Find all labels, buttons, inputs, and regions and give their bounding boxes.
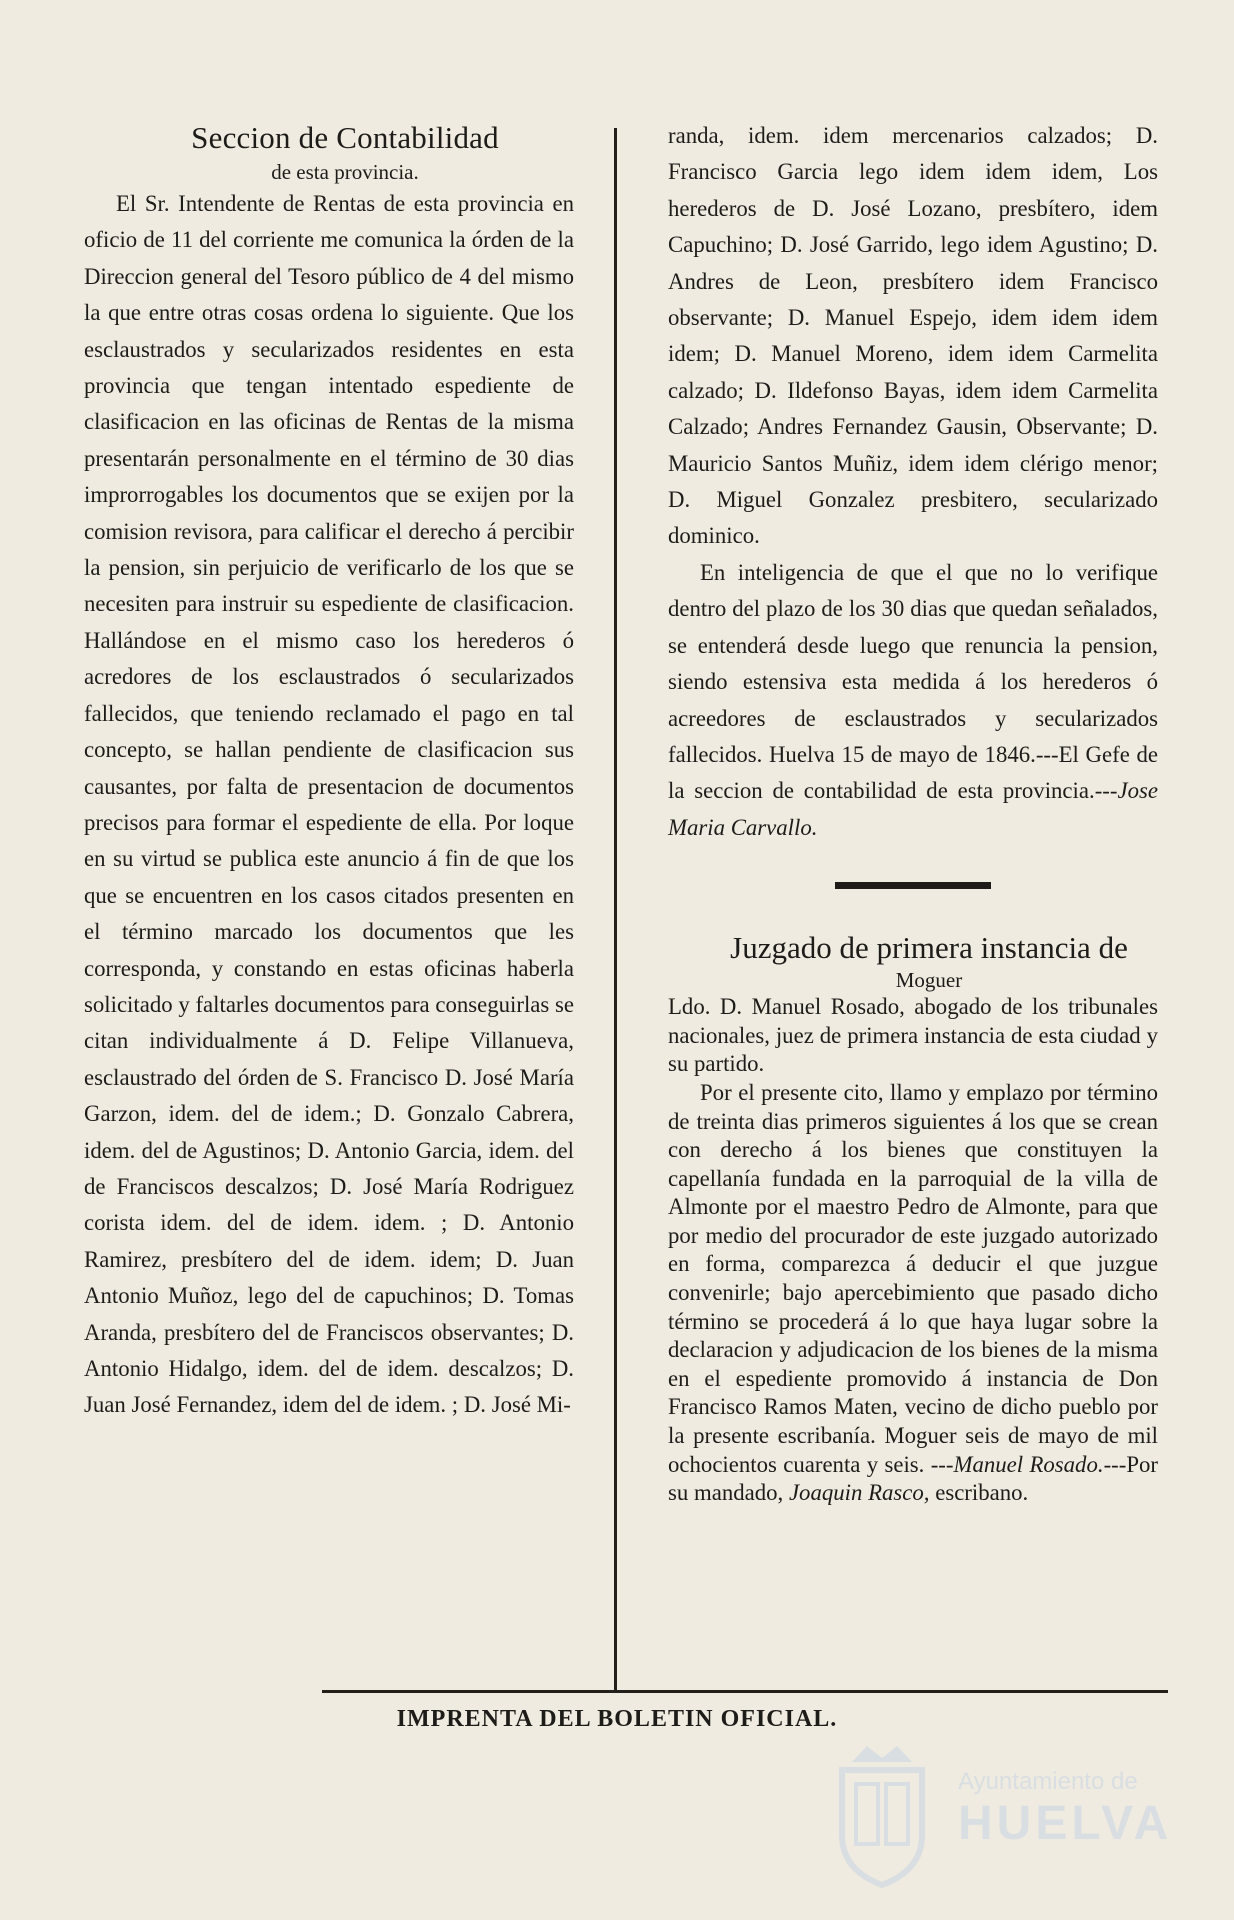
court-title: Juzgado de primera instancia de bbox=[730, 930, 1128, 966]
archive-watermark bbox=[822, 1740, 1173, 1900]
judge-signature: ---Manuel Rosado. bbox=[930, 1451, 1104, 1477]
printer-imprint: IMPRENTA DEL BOLETIN OFICIAL. bbox=[396, 1706, 838, 1732]
court-subtitle: Moguer bbox=[895, 968, 963, 993]
court-notice bbox=[668, 993, 1158, 1508]
signature: Jose Maria Carvallo. bbox=[668, 778, 1158, 840]
watermark-line2: HUELVA bbox=[958, 1797, 1173, 1850]
clerk-title: escribano. bbox=[935, 1480, 1029, 1506]
court-intro: Ldo. D. Manuel Rosado, abogado de los tribunales nacionales, juez de primera instancia de esta ciudad y su partido. bbox=[668, 994, 1158, 1077]
right-column bbox=[668, 118, 1158, 1508]
accounting-notice-paragraph: El Sr. Intendente de Rentas de esta provincia en oficio de 11 del corriente me comunica la órden de la Direccion general del Tesoro público de 4 del mismo la que entre otras cosas ordena lo siguiente. Que los esclaustrados y secularizados residentes en esta provincia que tengan intentado espediente de clasificacion en las oficinas de Rentas de la misma presentarán personalmente en el término de 30 dias improrrogables los documentos que se exijen por la comision revisora, para calificar el derecho á percibir la pension, sin perjuicio de verificarlo de los que se necesiten para instruir su espediente de clasificacion. Hallándose en el mismo caso los herederos ó acredores de los esclaustrados ó secularizados fallecidos, que teniendo reclamado el pago en tal concepto, se hallan pendiente de clasificacion sus causantes, por falta de presentacion de documentos precisos para formar el espediente de ella. Por loque en su virtud se publica este anuncio á fin de que los que se encuentren en los casos citados presenten en el término marcado los documentos que les corresponda, y constando en estas oficinas haberla solicitado y faltarles documentos para conseguirlas se citan individualmente á D. Felipe Villanueva, esclaustrado del órden de S. Francisco D. José María Garzon, idem. del de idem.; D. Gonzalo Cabrera, idem. del de Agustinos; D. Antonio Garcia, idem. del de Franciscos descalzos; D. José María Rodriguez corista idem. del de idem. idem. ; D. Antonio Ramirez, presbítero del de idem. idem; D. Juan Antonio Muñoz, lego del de capuchinos; D. Tomas Aranda, presbítero del de Franciscos observantes; D. Antonio Hidalgo, idem. del de idem. descalzos; D. Juan José Fernandez, idem del de idem. ; D. José Mi- bbox=[84, 191, 574, 1418]
section-separator bbox=[835, 882, 991, 889]
coat-of-arms-icon bbox=[822, 1740, 942, 1890]
section-title: Seccion de Contabilidad bbox=[191, 120, 499, 155]
clerk-signature: Joaquin Rasco, bbox=[788, 1480, 930, 1506]
court-body-text: Por el presente cito, llamo y emplazo por término de treinta dias primeros siguientes á los que se crean con derecho á los bienes que constituyen la capellanía fundada en la parroquial de la villa de Almonte por el maestro Pedro de Almonte, para que por medio del procurador de este juzgado autorizado en forma, comparezca á deducir el que juzgue convenirle; bajo apercebimiento que pasado dicho término se procederá á lo que haya lugar sobre la declaracion y adjudicacion de los bienes de la misma en el espediente promovido á instancia de Don Francisco Ramos Maten, vecino de dicho pueblo por la presente escribanía. Moguer seis de mayo de mil ochocientos cuarenta y seis. bbox=[668, 1079, 1158, 1477]
deadline-paragraph bbox=[668, 555, 1158, 846]
court-body bbox=[668, 1079, 1158, 1508]
deadline-text: En inteligencia de que el que no lo verifique dentro del plazo de los 30 dias que quedan señalados, se entenderá desde luego que renuncia la pension, siendo estensiva esta medida á los herederos ó acreedores de esclaustrados y secularizados fallecidos. Huelva 15 de mayo de 1846.---El Gefe de la seccion de contabilidad de esta provincia.--- bbox=[668, 559, 1158, 804]
watermark-line1: Ayuntamiento de bbox=[958, 1768, 1138, 1795]
footer-rule bbox=[322, 1690, 1168, 1693]
column-divider bbox=[614, 128, 617, 1693]
left-column bbox=[84, 118, 574, 1424]
section-subtitle: de esta provincia. bbox=[271, 160, 419, 184]
order-text: ---Por su mandado, bbox=[668, 1451, 1159, 1506]
names-continuation-paragraph: randa, idem. idem mercenarios calzados; D. Francisco Garcia lego idem idem idem, Los herederos de D. José Lozano, presbítero, idem Capuchino; D. José Garrido, lego idem Agustino; D. Andres de Leon, presbítero idem Francisco observante; D. Manuel Espejo, idem idem idem idem; D. Manuel Moreno, idem idem Carmelita calzado; D. Ildefonso Bayas, idem idem Carmelita Calzado; Andres Fernandez Gausin, Observante; D. Mauricio Santos Muñiz, idem idem clérigo menor; D. Miguel Gonzalez presbitero, secularizado dominico. bbox=[668, 123, 1158, 549]
